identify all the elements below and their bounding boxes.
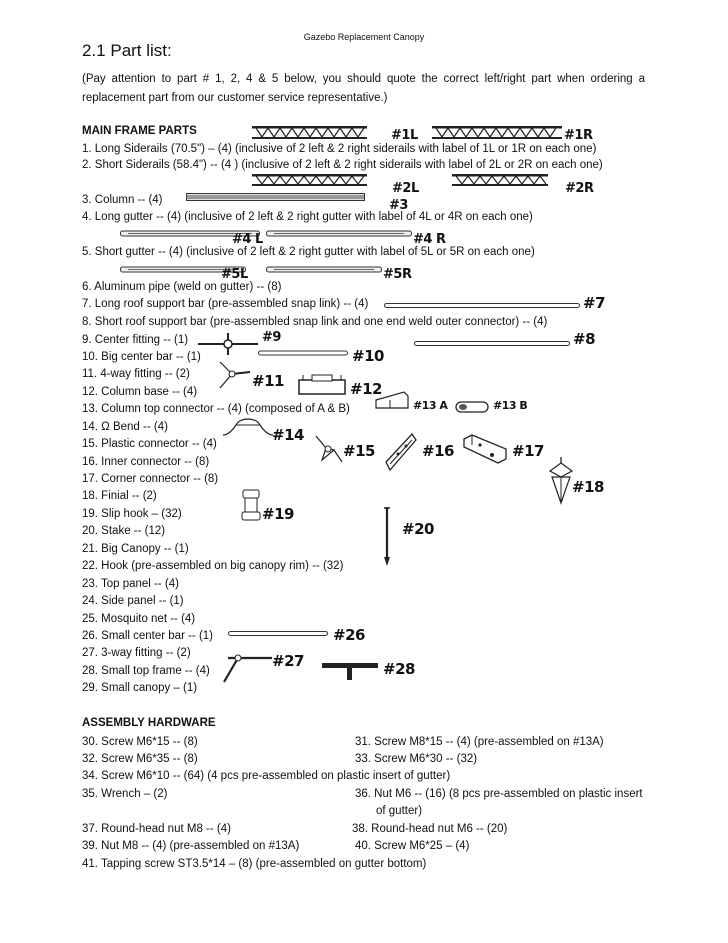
part-item-19: 19. Slip hook – (32) [82, 508, 182, 520]
label-16: #16 [422, 442, 454, 460]
label-4l: #4 L [232, 232, 263, 247]
part-item-25: 25. Mosquito net -- (4) [82, 613, 196, 625]
label-15: #15 [343, 442, 375, 460]
plastic-connector-drawing [312, 432, 346, 466]
part-item-16: 16. Inner connector -- (8) [82, 456, 210, 468]
part-item-20: 20. Stake -- (12) [82, 525, 166, 537]
hardware-item-39: 39. Nut M8 -- (4) (pre-assembled on #13A) [82, 840, 300, 852]
label-7: #7 [583, 294, 606, 312]
hardware-item-31: 31. Screw M8*15 -- (4) (pre-assembled on #13A) [355, 736, 604, 748]
part-item-6: 6. Aluminum pipe (weld on gutter) -- (8) [82, 281, 282, 293]
four-way-fitting-drawing [218, 360, 252, 390]
roof-support-bar-long-drawing [384, 303, 580, 309]
label-28: #28 [383, 660, 415, 678]
finial-drawing [548, 457, 574, 505]
label-27: #27 [272, 652, 304, 670]
label-1r: #1R [564, 128, 593, 143]
corner-connector-drawing [462, 433, 508, 465]
note-line-2: replacement part from our customer service representative.) [82, 92, 388, 104]
part-item-21: 21. Big Canopy -- (1) [82, 543, 189, 555]
hardware-item-33: 33. Screw M6*30 -- (32) [355, 753, 478, 765]
roof-support-bar-short-drawing [414, 341, 570, 347]
part-item-13: 13. Column top connector -- (4) (composed of A & B) [82, 403, 350, 415]
label-13b: #13 B [493, 399, 528, 412]
part-item-2: 2. Short Siderails (58.4") -- (4 ) (inclusive of 2 left & 2 right siderails with label of 2L or 2R on each one) [82, 159, 603, 171]
part-item-23: 23. Top panel -- (4) [82, 578, 179, 590]
part-item-22: 22. Hook (pre-assembled on big canopy rim) -- (32) [82, 560, 344, 572]
part-item-26: 26. Small center bar -- (1) [82, 630, 214, 642]
label-1l: #1L [391, 128, 418, 143]
inner-connector-drawing [384, 432, 418, 472]
label-2r: #2R [565, 181, 594, 196]
hardware-item-35: 35. Wrench – (2) [82, 788, 168, 800]
label-10: #10 [352, 347, 384, 365]
hardware-item-30: 30. Screw M6*15 -- (8) [82, 736, 198, 748]
label-2l: #2L [392, 181, 419, 196]
label-5l: #5L [221, 267, 248, 282]
part-item-27: 27. 3-way fitting -- (2) [82, 647, 191, 659]
omega-bend-drawing [222, 415, 274, 439]
hardware-item-36: 36. Nut M6 -- (16) (8 pcs pre-assembled on plastic insert [355, 788, 643, 800]
siderail-2r-drawing [452, 174, 548, 188]
part-item-5: 5. Short gutter -- (4) (inclusive of 2 left & 2 right gutter with label of 5L or 5R on each one) [82, 246, 535, 258]
top-connector-a-drawing [374, 390, 410, 410]
big-center-bar-drawing [258, 350, 348, 357]
small-top-frame-drawing [322, 660, 378, 680]
part-item-11: 11. 4-way fitting -- (2) [82, 368, 190, 380]
ordering-note [82, 70, 645, 108]
part-item-4: 4. Long gutter -- (4) (inclusive of 2 left & 2 right gutter with label of 4L or 4R on each one) [82, 211, 533, 223]
label-11: #11 [252, 372, 284, 390]
section-title: 2.1 Part list: [82, 41, 172, 60]
label-5r: #5R [383, 267, 412, 282]
label-26: #26 [333, 626, 365, 644]
part-item-10: 10. Big center bar -- (1) [82, 351, 201, 363]
hardware-item-34: 34. Screw M6*10 -- (64) (4 pcs pre-assembled on plastic insert of gutter) [82, 770, 451, 782]
part-item-24: 24. Side panel -- (1) [82, 595, 184, 607]
part-item-17: 17. Corner connector -- (8) [82, 473, 219, 485]
stake-drawing [382, 505, 392, 567]
running-header: Gazebo Replacement Canopy [303, 32, 425, 42]
siderail-1l-drawing [252, 125, 367, 141]
small-center-bar-drawing [228, 630, 328, 638]
label-14: #14 [272, 426, 304, 444]
hardware-item-41: 41. Tapping screw ST3.5*14 – (8) (pre-assembled on gutter bottom) [82, 858, 427, 870]
hardware-heading: ASSEMBLY HARDWARE [82, 717, 216, 729]
slip-hook-drawing [240, 488, 262, 522]
part-item-18: 18. Finial -- (2) [82, 490, 157, 502]
label-4r: #4 R [413, 232, 446, 247]
hardware-item-38: 38. Round-head nut M6 -- (20) [352, 823, 508, 835]
label-9: #9 [262, 330, 281, 345]
part-item-12: 12. Column base -- (4) [82, 386, 198, 398]
top-connector-b-drawing [455, 400, 489, 414]
main-frame-heading: MAIN FRAME PARTS [82, 125, 197, 137]
part-item-29: 29. Small canopy – (1) [82, 682, 198, 694]
label-17: #17 [512, 442, 544, 460]
note-line-1: (Pay attention to part # 1, 2, 4 & 5 below, you should quote the correct left/right part when ordering a [82, 73, 645, 85]
label-3: #3 [389, 198, 408, 213]
label-20: #20 [402, 520, 434, 538]
siderail-2l-drawing [252, 174, 367, 188]
three-way-fitting-drawing [222, 652, 274, 684]
label-8: #8 [573, 330, 596, 348]
label-12: #12 [350, 380, 382, 398]
gutter-5r-drawing [266, 266, 382, 274]
part-item-28: 28. Small top frame -- (4) [82, 665, 210, 677]
label-19: #19 [262, 505, 294, 523]
part-item-14: 14. Ω Bend -- (4) [82, 421, 168, 433]
hardware-item-32: 32. Screw M6*35 -- (8) [82, 753, 198, 765]
part-item-9: 9. Center fitting -- (1) [82, 334, 189, 346]
hardware-item-37: 37. Round-head nut M8 -- (4) [82, 823, 231, 835]
part-item-7: 7. Long roof support bar (pre-assembled snap link) -- (4) [82, 298, 369, 310]
part-item-1: 1. Long Siderails (70.5") – (4) (inclusive of 2 left & 2 right siderails with label of 1L or 1R on each one) [82, 143, 597, 155]
label-18: #18 [572, 478, 604, 496]
part-item-3: 3. Column -- (4) [82, 194, 163, 206]
column-base-drawing [298, 372, 346, 396]
gutter-4r-drawing [266, 230, 412, 238]
part-item-15: 15. Plastic connector -- (4) [82, 438, 217, 450]
column-drawing [186, 193, 366, 202]
siderail-1r-drawing [432, 125, 562, 141]
center-fitting-drawing [198, 333, 258, 355]
part-item-8: 8. Short roof support bar (pre-assembled snap link and one end weld outer connector) -- (4) [82, 316, 548, 328]
hardware-item-40: 40. Screw M6*25 – (4) [355, 840, 470, 852]
hardware-item-36-cont: of gutter) [376, 805, 423, 817]
label-13a: #13 A [413, 399, 448, 412]
